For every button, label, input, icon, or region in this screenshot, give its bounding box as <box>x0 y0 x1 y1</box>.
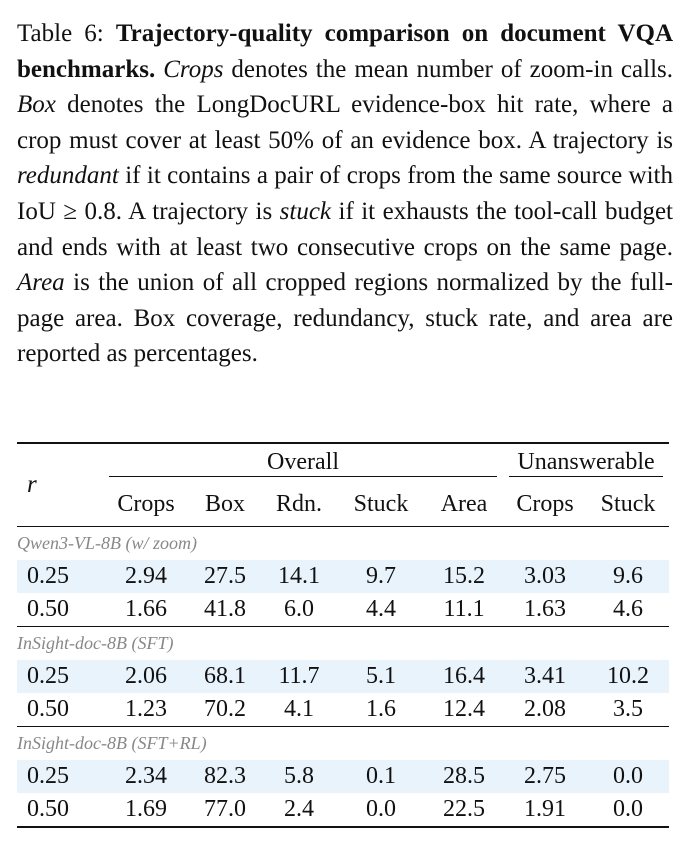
table-cell: 1.63 <box>524 596 567 622</box>
table-cell: 2.06 <box>103 660 189 693</box>
table-cell: 82.3 <box>189 760 261 793</box>
table-cell: 0.0 <box>337 793 425 827</box>
table-cell: 12.4 <box>443 696 485 722</box>
section-header-row <box>17 727 669 761</box>
table-cell: 4.4 <box>366 596 396 622</box>
table-cell: 11.7 <box>261 660 337 693</box>
column-header: Box <box>204 490 245 517</box>
table-cell: 2.94 <box>103 560 189 593</box>
redundant-definition: if it contains a pair of crops from the same source with IoU ≥ 0.8. A trajectory is <box>17 162 673 225</box>
table-cell: 0.0 <box>587 760 669 793</box>
r-value-cell: 0.25 <box>17 760 103 793</box>
overall-group-header <box>103 443 503 482</box>
overall-group-label: Overall <box>267 449 339 475</box>
table-cell: 5.1 <box>337 660 425 693</box>
r-value-cell: 0.50 <box>17 793 103 827</box>
table-cell: 2.75 <box>503 760 587 793</box>
table-cell: 14.1 <box>261 560 337 593</box>
stuck-term: stuck <box>279 197 332 225</box>
results-table <box>17 442 669 828</box>
table-cell: 2.08 <box>524 696 567 722</box>
column-header: Stuck <box>353 490 409 517</box>
table-row <box>17 760 669 793</box>
column-header: Rdn. <box>275 490 322 517</box>
section-header-row <box>17 627 669 661</box>
table-cell: 3.41 <box>503 660 587 693</box>
r-value-cell: 0.25 <box>17 660 103 693</box>
caption-label: Table 6: <box>17 20 104 47</box>
crops-term: Crops <box>163 55 224 83</box>
table-cell: 1.91 <box>503 793 587 827</box>
crops-definition: denotes the mean number of zoom-in calls. <box>223 55 673 83</box>
column-header: Area <box>440 490 488 517</box>
table-cell: 28.5 <box>425 760 503 793</box>
table-cell: 2.34 <box>103 760 189 793</box>
stuck-definition: if it exhausts the tool-call budget and ends with at least two consecutive crops on the same page. <box>17 197 673 261</box>
r-value-cell: 0.25 <box>17 560 103 593</box>
table-cell: 4.6 <box>613 596 644 622</box>
overall-cmidrule <box>109 476 497 477</box>
table-cell: 10.2 <box>587 660 669 693</box>
table-cell: 9.6 <box>587 560 669 593</box>
table-row <box>17 560 669 593</box>
table-row <box>17 660 669 693</box>
r-value-cell: 0.50 <box>27 596 69 622</box>
table-row <box>17 693 669 727</box>
table-cell: 41.8 <box>204 596 246 622</box>
table-cell: 0.0 <box>587 793 669 827</box>
results-table-wrapper <box>17 442 669 828</box>
column-header: Crops <box>117 490 175 517</box>
table-cell: 1.69 <box>103 793 189 827</box>
column-header-row <box>17 482 669 527</box>
unanswerable-group-label: Unanswerable <box>517 449 655 475</box>
caption-title: Trajectory-quality comparison on document VQA benchmarks. <box>17 20 674 83</box>
box-definition: denotes the LongDocURL evidence-box hit rate, where a crop must cover at least 50% of an evidence box. A trajectory is <box>17 91 673 154</box>
table-cell: 6.0 <box>284 596 314 622</box>
table-cell: 22.5 <box>425 793 503 827</box>
section-header-row <box>17 527 669 561</box>
column-header: Stuck <box>600 490 656 517</box>
column-header: Crops <box>516 490 574 517</box>
table-row <box>17 593 669 627</box>
table-cell: 11.1 <box>443 596 485 622</box>
table-row <box>17 793 669 827</box>
group-header-row <box>17 443 669 482</box>
table-cell: 4.1 <box>284 696 314 722</box>
section-model-name: Qwen3-VL-8B (w/ zoom) <box>17 527 669 561</box>
table-cell: 15.2 <box>425 560 503 593</box>
table-cell: 3.5 <box>613 696 644 722</box>
redundant-term: redundant <box>17 162 119 190</box>
r-column-header: r <box>27 471 37 498</box>
table-cell: 27.5 <box>189 560 261 593</box>
table-cell: 5.8 <box>261 760 337 793</box>
table-cell: 0.1 <box>337 760 425 793</box>
table-cell: 3.03 <box>503 560 587 593</box>
section-model-name: InSight-doc-8B (SFT+RL) <box>17 727 669 761</box>
table-cell: 68.1 <box>189 660 261 693</box>
table-cell: 9.7 <box>337 560 425 593</box>
table-cell: 77.0 <box>189 793 261 827</box>
r-value-cell: 0.50 <box>27 696 69 722</box>
table-caption <box>17 16 673 372</box>
section-model-name: InSight-doc-8B (SFT) <box>17 627 669 661</box>
area-term: Area <box>17 269 65 297</box>
table-cell: 70.2 <box>204 696 246 722</box>
box-term: Box <box>17 91 56 119</box>
unanswerable-group-header <box>503 443 669 482</box>
table-cell: 16.4 <box>425 660 503 693</box>
area-definition: is the union of all cropped regions normalized by the full-page area. Box coverage, redundancy, stuck rate, and area are reported as percentages. <box>17 269 673 368</box>
unanswerable-cmidrule <box>509 476 663 477</box>
table-cell: 1.6 <box>366 696 396 722</box>
table-cell: 1.66 <box>125 596 167 622</box>
table-cell: 2.4 <box>261 793 337 827</box>
table-cell: 1.23 <box>125 696 167 722</box>
